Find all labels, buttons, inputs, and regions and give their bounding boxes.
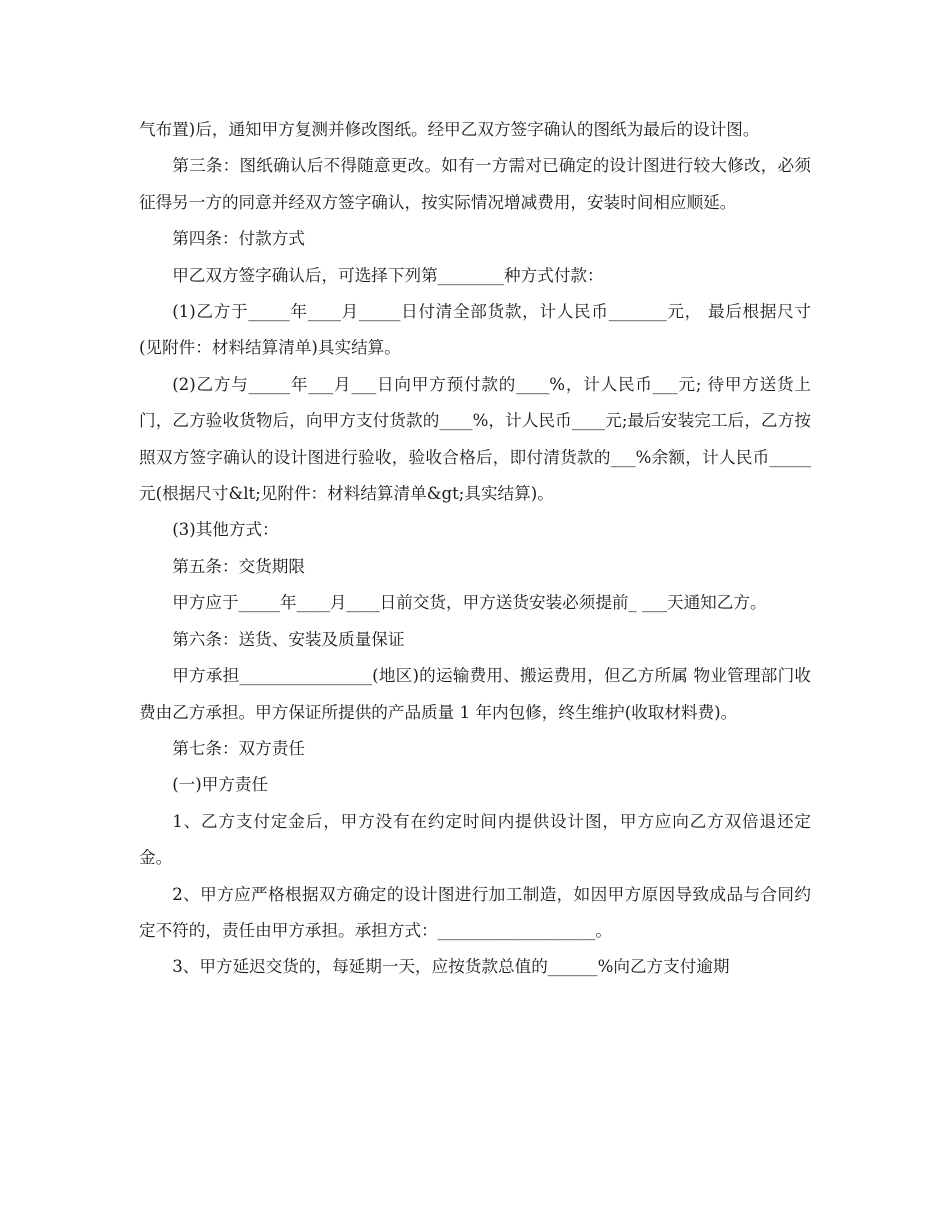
paragraph-payment-choice: 甲乙双方签字确认后，可选择下列第________种方式付款： (172, 265, 604, 285)
paragraph-payment-option-2: (2)乙方与_____年___月___日向甲方预付款的____%，计人民币___元; 待甲方送货上门，乙方验收货物后，向甲方支付货款的____%，计人民币____元;最后安装完工后，乙方按照双方签字确认的设计图进行验收，验收合格后，即付清货款的___%余额，计人民币_____元(根据尺寸&lt;见附件：材料结算清单&gt;具实结算)。 (139, 374, 811, 504)
paragraph-continuation: 气布置)后，通知甲方复测并修改图纸。经甲乙双方签字确认的图纸为最后的设计图。 (139, 120, 760, 139)
heading-party-a-duties: (一)甲方责任 (172, 775, 269, 795)
paragraph-payment-option-1: (1)乙方于_____年____月_____日付清全部货款，计人民币_______元， 最后根据尺寸(见附件：材料结算清单)具实结算。 (139, 302, 811, 358)
paragraph-duty-2: 2、甲方应严格根据双方确定的设计图进行加工制造，如因甲方原因导致成品与合同约定不符的，责任由甲方承担。承担方式：___________________。 (139, 884, 811, 940)
document-page (139, 112, 811, 986)
heading-article-6: 第六条：送货、安装及质量保证 (172, 629, 405, 649)
paragraph-payment-option-3: (3)其他方式： (172, 520, 279, 540)
heading-article-4: 第四条：付款方式 (172, 229, 305, 249)
paragraph-duty-1: 1、乙方支付定金后，甲方没有在约定时间内提供设计图，甲方应向乙方双倍退还定金。 (139, 811, 811, 868)
paragraph-duty-3: 3、甲方延迟交货的，每延期一天，应按货款总值的______%向乙方支付逾期 (172, 957, 730, 977)
heading-article-7: 第七条：双方责任 (172, 738, 305, 758)
paragraph-delivery-warranty: 甲方承担________________(地区)的运输费用、搬运费用，但乙方所属 物业管理部门收费由乙方承担。甲方保证所提供的产品质量 1 年内包修，终生维护(收取材料费)。 (139, 666, 811, 722)
heading-article-5: 第五条：交货期限 (172, 556, 305, 576)
paragraph-article-3: 第三条：图纸确认后不得随意更改。如有一方需对已确定的设计图进行较大修改，必须征得另一方的同意并经双方签字确认，按实际情况增减费用，安装时间相应顺延。 (139, 156, 811, 212)
paragraph-delivery-deadline: 甲方应于_____年____月____日前交货，甲方送货安装必须提前_ ___天通知乙方。 (172, 593, 767, 613)
